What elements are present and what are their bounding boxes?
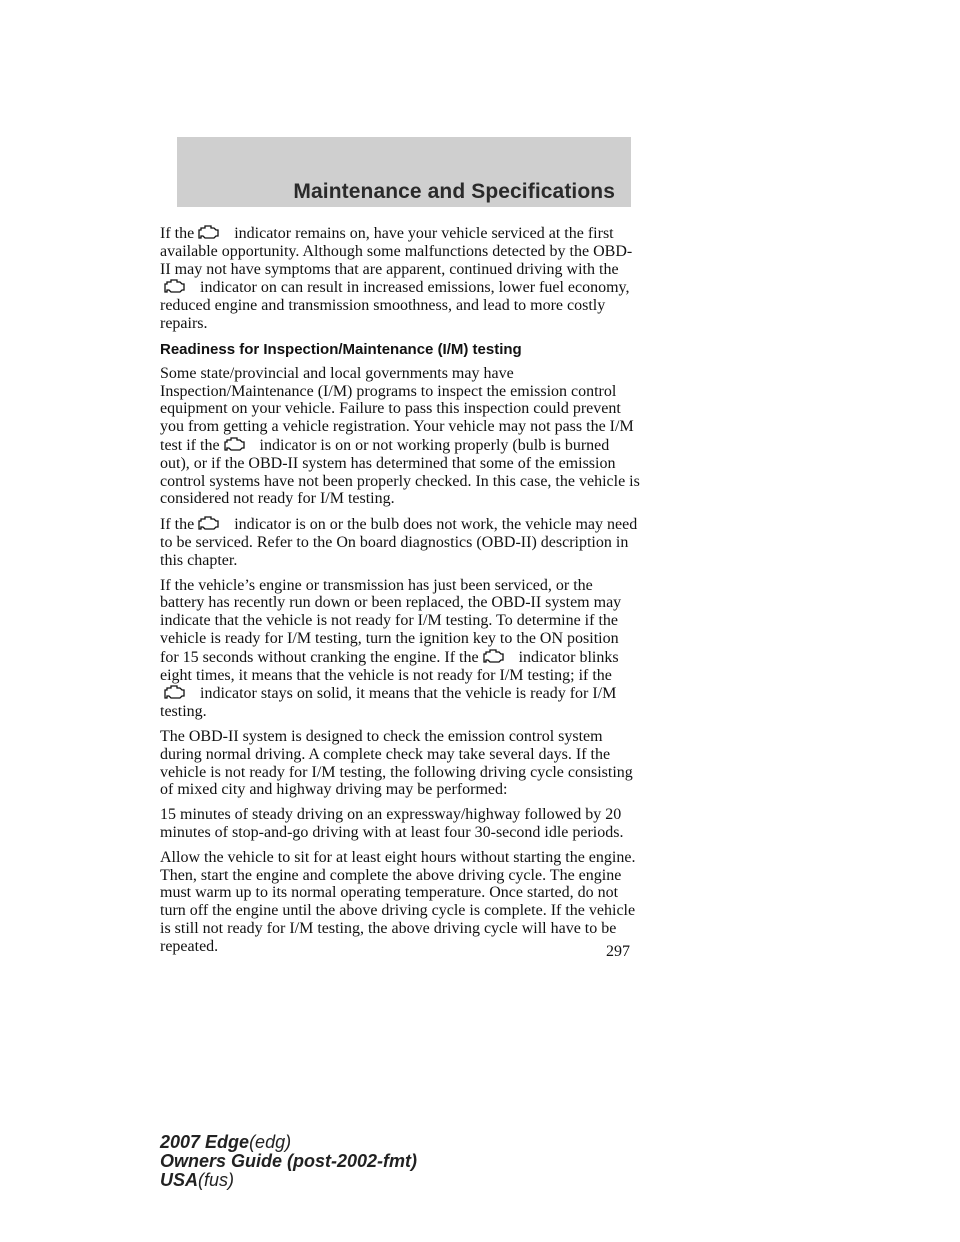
footer-model-code: (edg) bbox=[249, 1132, 292, 1152]
check-engine-icon bbox=[162, 684, 186, 700]
footer-line-3 bbox=[160, 1171, 417, 1190]
text-run: Some state/provincial and local governments may have Inspection/Maintenance (I/M) programs to inspect the emission control equipment on your vehicle. Failure to pass this inspection could prevent you from getting a vehicle registration. Your vehicle may not pass the I/M test if the bbox=[160, 364, 634, 454]
check-engine-icon bbox=[162, 278, 186, 294]
paragraph-im-programs bbox=[160, 365, 640, 508]
paragraph-driving-cycle: 15 minutes of steady driving on an expressway/highway followed by 20 minutes of stop-and-go driving with at least four 30-second idle periods. bbox=[160, 806, 624, 841]
paragraph-obd-system: The OBD-II system is designed to check the emission control system during normal driving. A complete check may take several days. If the vehicle is not ready for I/M testing, the following driving cycle consisting of mixed city and highway driving may be performed: bbox=[160, 727, 633, 799]
text-run: If the bbox=[160, 516, 195, 534]
paragraph-bulb-not-work bbox=[160, 515, 640, 569]
paragraph-allow-sit: Allow the vehicle to sit for at least eight hours without starting the engine. Then, start the engine and complete the above driving cycle. The engine must warm up to its normal operating temperature. Once started, do not turn off the engine until the above driving cycle is complete. If the vehicle is still not ready for I/M testing, the above driving cycle will have to be repeated. bbox=[160, 848, 636, 955]
section-header-band bbox=[177, 137, 631, 207]
paragraph-recently-serviced bbox=[160, 577, 640, 721]
footer-line-1 bbox=[160, 1133, 417, 1152]
manual-body-text bbox=[160, 224, 640, 962]
footer-market-code: (fus) bbox=[198, 1170, 235, 1190]
readiness-heading: Readiness for Inspection/Maintenance (I/M) testing bbox=[160, 340, 522, 358]
section-title: Maintenance and Specifications bbox=[293, 180, 615, 203]
check-engine-icon bbox=[222, 436, 246, 452]
footer-market: USA bbox=[160, 1170, 199, 1190]
footer-line-2 bbox=[160, 1152, 417, 1171]
text-run: indicator is on or not working properly (bulb is burned out), or if the OBD-II system has determined that some of the emission control systems have not been properly checked. In this case, the vehicle is considered not ready for I/M testing. bbox=[160, 436, 640, 508]
text-run: If the vehicle’s engine or transmission has just been serviced, or the battery has recently run down or been replaced, the OBD-II system may indicate that the vehicle is not ready for I/M testing. To determine if the vehicle is ready for I/M testing, turn the ignition key to the ON position for 15 seconds without cranking the engine. If the bbox=[160, 576, 622, 666]
check-engine-icon bbox=[481, 648, 505, 664]
text-run: If the bbox=[160, 225, 195, 242]
text-run: indicator remains on, have your vehicle serviced at the first available opportunity. Although some malfunctions detected by the OBD-II may not have symptoms that are apparent, continued driving with the bbox=[160, 225, 633, 278]
text-run: indicator stays on solid, it means that the vehicle is ready for I/M testing. bbox=[160, 685, 617, 721]
footer-model: 2007 Edge bbox=[160, 1132, 250, 1152]
footer-guide: Owners Guide (post-2002-fmt) bbox=[160, 1151, 418, 1171]
check-engine-icon bbox=[196, 515, 220, 531]
page-number: 297 bbox=[606, 943, 630, 960]
text-run: indicator blinks eight times, it means that the vehicle is not ready for I/M testing; if the bbox=[160, 648, 619, 684]
text-run: indicator is on or the bulb does not work, the vehicle may need to be serviced. Refer to the On board diagnostics (OBD-II) description in this chapter. bbox=[160, 516, 638, 569]
paragraph-indicator-remains-on bbox=[160, 224, 640, 333]
text-run: indicator on can result in increased emissions, lower fuel economy, reduced engine and transmission smoothness, and lead to more costly repairs. bbox=[160, 279, 630, 332]
check-engine-icon bbox=[196, 224, 220, 240]
document-footer bbox=[160, 1133, 417, 1190]
